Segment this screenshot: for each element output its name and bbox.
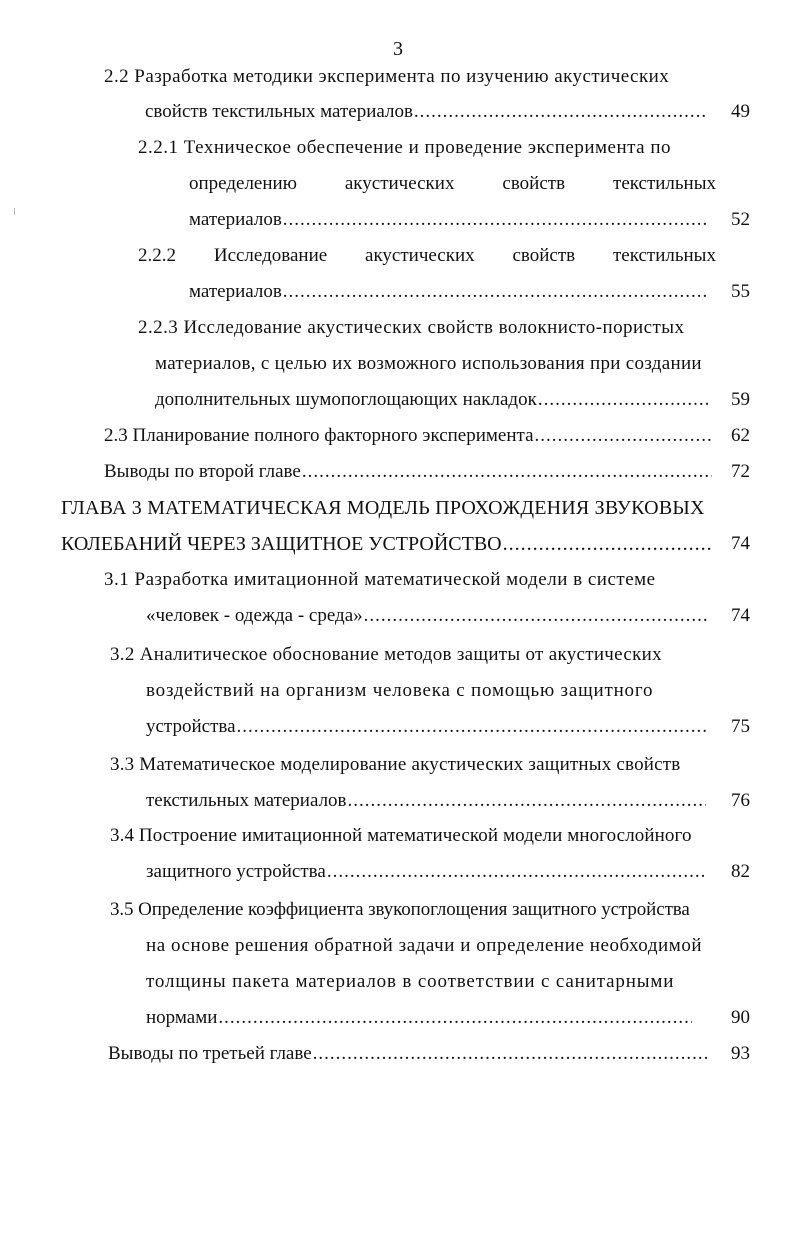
dot-leader (218, 1003, 692, 1033)
dot-leader (283, 205, 708, 235)
toc-2-3 (104, 421, 712, 451)
toc-3-5-title: нормами (146, 1007, 218, 1028)
toc-3-2-line2: воздействий на организм человека с помощью защитного (146, 680, 654, 701)
toc-conclusions-2 (104, 457, 712, 487)
toc-3-5-line4 (146, 1003, 692, 1033)
toc-3-2-line3 (146, 712, 708, 742)
toc-3-2-page: 75 (731, 716, 750, 737)
toc-2-3-title: 2.3 Планирование полного факторного эксперимента (104, 425, 534, 446)
toc-2-2-3-line3 (155, 385, 711, 415)
word: текстильных (612, 245, 716, 266)
toc-2-2-1-line1: 2.2.1 Техническое обеспечение и проведение эксперимента по (138, 137, 671, 158)
toc-conclusions-2-page: 72 (731, 461, 750, 482)
toc-2-2-2-line2 (189, 277, 708, 307)
toc-conclusions-3 (108, 1039, 710, 1069)
scan-mark (14, 208, 15, 215)
toc-3-4-line2 (146, 857, 704, 887)
toc-3-1-title: «человек - одежда - среда» (146, 605, 363, 626)
word: Исследование (213, 245, 328, 266)
dot-leader (364, 601, 708, 631)
word: определению (189, 173, 297, 194)
dot-leader (503, 529, 711, 559)
toc-2-2-1-page: 52 (731, 209, 750, 230)
toc-2-2-3-page: 59 (731, 389, 750, 410)
word: текстильных (613, 173, 716, 194)
toc-chapter-3-title: КОЛЕБАНИЙ ЧЕРЕЗ ЗАЩИТНОЕ УСТРОЙСТВО (61, 533, 502, 555)
toc-conclusions-3-title: Выводы по третьей главе (108, 1043, 312, 1064)
toc-chapter-3-page: 74 (731, 533, 750, 554)
toc-2-2-1-line2 (189, 169, 716, 199)
toc-3-3-line1: 3.3 Математическое моделирование акустических защитных свойств (110, 754, 681, 775)
toc-3-1-line1: 3.1 Разработка имитационной математической модели в системе (104, 569, 656, 590)
toc-2-3-page: 62 (731, 425, 750, 446)
toc-3-1-page: 74 (731, 605, 750, 626)
toc-chapter-3-line1: ГЛАВА 3 МАТЕМАТИЧЕСКАЯ МОДЕЛЬ ПРОХОЖДЕНИЯ ЗВУКОВЫХ (61, 497, 705, 519)
toc-2-2-2-line1 (138, 241, 716, 271)
word: 2.2.2 (138, 245, 176, 266)
word: акустических (344, 173, 455, 194)
toc-2-2-2-title: материалов (189, 281, 282, 302)
toc-3-4-line1: 3.4 Построение имитационной математической модели многослойного (110, 825, 692, 846)
toc-3-5-page: 90 (731, 1007, 750, 1028)
word: свойств (502, 173, 566, 194)
toc-3-5-line1: 3.5 Определение коэффициента звукопоглощения защитного устройства (110, 899, 690, 920)
dot-leader (538, 385, 711, 415)
toc-2-2-3-line1: 2.2.3 Исследование акустических свойств волокнисто-пористых (138, 317, 685, 338)
toc-3-4-title: защитного устройства (146, 861, 326, 882)
dot-leader (535, 421, 712, 451)
toc-3-3-page: 76 (731, 790, 750, 811)
toc-2-2-3-title: дополнительных шумопоглощающих накладок (155, 389, 537, 410)
toc-3-5-line3: толщины пакета материалов в соответствии с санитарными (146, 971, 675, 992)
toc-3-2-title: устройства (146, 716, 236, 737)
toc-conclusions-3-page: 93 (731, 1043, 750, 1064)
toc-2-2-title: свойств текстильных материалов (145, 101, 413, 122)
toc-3-1-line2 (146, 601, 708, 631)
dot-leader (348, 786, 706, 816)
toc-2-2-2-page: 55 (731, 281, 750, 302)
dot-leader (327, 857, 704, 887)
toc-chapter-3-line2 (61, 529, 711, 559)
toc-2-2-page: 49 (731, 101, 750, 122)
page-number: 3 (393, 38, 403, 60)
dot-leader (302, 457, 712, 487)
toc-conclusions-2-title: Выводы по второй главе (104, 461, 301, 482)
toc-2-2-line1: 2.2 Разработка методики эксперимента по изучению акустических (104, 66, 670, 87)
toc-3-4-page: 82 (731, 861, 750, 882)
word: акустических (365, 245, 475, 266)
dot-leader (283, 277, 708, 307)
toc-3-3-title: текстильных материалов (146, 790, 347, 811)
dot-leader (237, 712, 708, 742)
toc-3-3-line2 (146, 786, 706, 816)
dot-leader (313, 1039, 710, 1069)
toc-2-2-1-line3 (189, 205, 708, 235)
toc-2-2-3-line2: материалов, с целью их возможного использования при создании (155, 353, 702, 374)
toc-3-5-line2: на основе решения обратной задачи и определение необходимой (146, 935, 703, 956)
word: свойств (512, 245, 576, 266)
toc-3-2-line1: 3.2 Аналитическое обоснование методов защиты от акустических (110, 644, 662, 665)
dot-leader (414, 97, 708, 127)
toc-2-2-line2 (145, 97, 708, 127)
toc-2-2-1-title: материалов (189, 209, 282, 230)
